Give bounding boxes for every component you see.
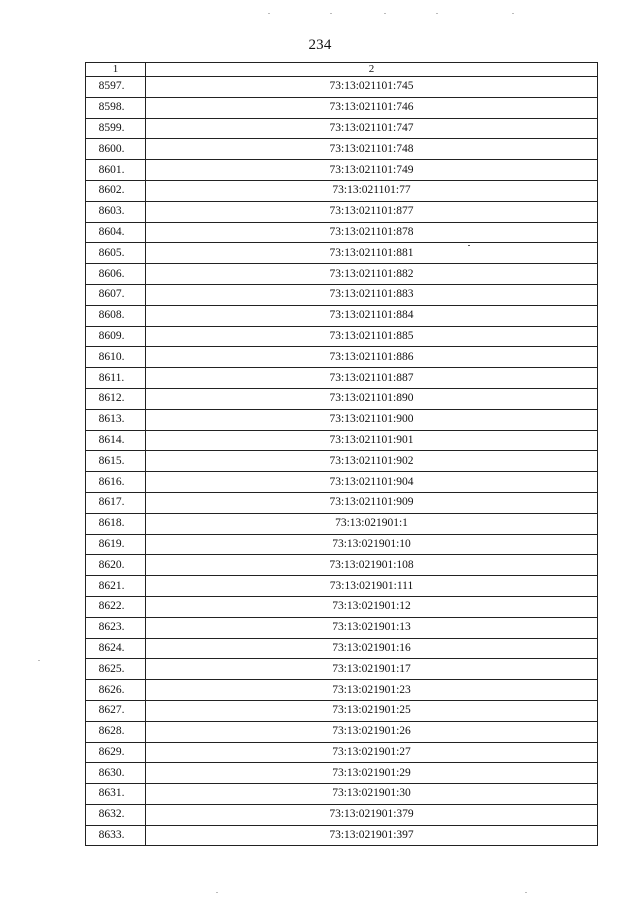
table-row	[86, 451, 598, 472]
row-number-cell: 8633.	[86, 825, 146, 846]
cadastral-number-cell: 73:13:021101:902	[146, 451, 598, 472]
column-header-cadastral-number: 2	[146, 63, 598, 77]
table-row	[86, 368, 598, 389]
table-row	[86, 638, 598, 659]
table-row	[86, 700, 598, 721]
table-row	[86, 160, 598, 181]
row-number-cell: 8602.	[86, 180, 146, 201]
cadastral-number-cell: 73:13:021901:111	[146, 576, 598, 597]
cadastral-number-cell: 73:13:021901:379	[146, 804, 598, 825]
cadastral-number-cell: 73:13:021901:108	[146, 555, 598, 576]
table-row	[86, 326, 598, 347]
row-number-cell: 8604.	[86, 222, 146, 243]
table-row	[86, 222, 598, 243]
table-row	[86, 347, 598, 368]
row-number-cell: 8605.	[86, 243, 146, 264]
table-row	[86, 284, 598, 305]
table-row	[86, 305, 598, 326]
row-number-cell: 8620.	[86, 555, 146, 576]
cadastral-number-cell: 73:13:021901:25	[146, 700, 598, 721]
table-row	[86, 534, 598, 555]
cadastral-number-cell: 73:13:021901:12	[146, 596, 598, 617]
row-number-cell: 8609.	[86, 326, 146, 347]
row-number-cell: 8603.	[86, 201, 146, 222]
row-number-cell: 8614.	[86, 430, 146, 451]
cadastral-number-cell: 73:13:021101:900	[146, 409, 598, 430]
scan-speck	[330, 13, 332, 14]
row-number-cell: 8616.	[86, 472, 146, 493]
table-row	[86, 430, 598, 451]
row-number-cell: 8632.	[86, 804, 146, 825]
row-number-cell: 8601.	[86, 160, 146, 181]
cadastral-number-cell: 73:13:021101:882	[146, 264, 598, 285]
table-row	[86, 513, 598, 534]
table-row	[86, 77, 598, 98]
table-row	[86, 388, 598, 409]
cadastral-number-cell: 73:13:021101:747	[146, 118, 598, 139]
scan-speck	[525, 892, 527, 893]
cadastral-number-cell: 73:13:021101:881	[146, 243, 598, 264]
cadastral-number-cell: 73:13:021901:397	[146, 825, 598, 846]
row-number-cell: 8631.	[86, 784, 146, 805]
table-row	[86, 804, 598, 825]
table-row	[86, 596, 598, 617]
row-number-cell: 8615.	[86, 451, 146, 472]
table-row	[86, 680, 598, 701]
table-row	[86, 659, 598, 680]
row-number-cell: 8624.	[86, 638, 146, 659]
table-header-row	[86, 63, 598, 77]
row-number-cell: 8626.	[86, 680, 146, 701]
table-row	[86, 784, 598, 805]
scan-speck	[38, 660, 40, 661]
cadastral-number-cell: 73:13:021101:878	[146, 222, 598, 243]
row-number-cell: 8617.	[86, 492, 146, 513]
row-number-cell: 8623.	[86, 617, 146, 638]
cadastral-number-cell: 73:13:021101:886	[146, 347, 598, 368]
cadastral-number-cell: 73:13:021901:27	[146, 742, 598, 763]
cadastral-number-cell: 73:13:021901:10	[146, 534, 598, 555]
row-number-cell: 8598.	[86, 97, 146, 118]
cadastral-number-cell: 73:13:021901:30	[146, 784, 598, 805]
cadastral-number-cell: 73:13:021101:887	[146, 368, 598, 389]
cadastral-number-cell: 73:13:021901:16	[146, 638, 598, 659]
row-number-cell: 8611.	[86, 368, 146, 389]
row-number-cell: 8619.	[86, 534, 146, 555]
table-body	[86, 77, 598, 846]
scan-speck	[468, 245, 470, 246]
cadastral-number-cell: 73:13:021101:890	[146, 388, 598, 409]
cadastral-number-cell: 73:13:021901:26	[146, 721, 598, 742]
table-row	[86, 139, 598, 160]
row-number-cell: 8629.	[86, 742, 146, 763]
cadastral-number-cell: 73:13:021901:29	[146, 763, 598, 784]
cadastral-number-cell: 73:13:021101:883	[146, 284, 598, 305]
cadastral-number-cell: 73:13:021101:901	[146, 430, 598, 451]
column-header-number: 1	[86, 63, 146, 77]
row-number-cell: 8600.	[86, 139, 146, 160]
row-number-cell: 8613.	[86, 409, 146, 430]
table-row	[86, 118, 598, 139]
cadastral-number-cell: 73:13:021101:746	[146, 97, 598, 118]
scan-speck	[268, 13, 270, 14]
row-number-cell: 8608.	[86, 305, 146, 326]
table-row	[86, 97, 598, 118]
cadastral-number-cell: 73:13:021101:748	[146, 139, 598, 160]
row-number-cell: 8627.	[86, 700, 146, 721]
table-row	[86, 825, 598, 846]
scan-speck	[384, 13, 386, 14]
scan-speck	[512, 13, 514, 14]
cadastral-number-cell: 73:13:021101:745	[146, 77, 598, 98]
scan-speck	[216, 892, 218, 893]
table-row	[86, 742, 598, 763]
table-row	[86, 243, 598, 264]
table-row	[86, 763, 598, 784]
cadastral-number-cell: 73:13:021901:13	[146, 617, 598, 638]
row-number-cell: 8618.	[86, 513, 146, 534]
table-row	[86, 201, 598, 222]
row-number-cell: 8622.	[86, 596, 146, 617]
page-number: 234	[308, 37, 332, 53]
row-number-cell: 8610.	[86, 347, 146, 368]
cadastral-number-cell: 73:13:021101:77	[146, 180, 598, 201]
row-number-cell: 8630.	[86, 763, 146, 784]
cadastral-number-cell: 73:13:021101:904	[146, 472, 598, 493]
table-row	[86, 472, 598, 493]
row-number-cell: 8612.	[86, 388, 146, 409]
row-number-cell: 8599.	[86, 118, 146, 139]
cadastral-number-cell: 73:13:021901:23	[146, 680, 598, 701]
table-row	[86, 576, 598, 597]
cadastral-number-table	[85, 62, 598, 846]
table-row	[86, 180, 598, 201]
row-number-cell: 8597.	[86, 77, 146, 98]
row-number-cell: 8621.	[86, 576, 146, 597]
row-number-cell: 8606.	[86, 264, 146, 285]
table-row	[86, 409, 598, 430]
cadastral-number-cell: 73:13:021101:885	[146, 326, 598, 347]
cadastral-number-cell: 73:13:021901:17	[146, 659, 598, 680]
row-number-cell: 8625.	[86, 659, 146, 680]
table-row	[86, 721, 598, 742]
cadastral-number-cell: 73:13:021101:909	[146, 492, 598, 513]
table-row	[86, 264, 598, 285]
scan-speck	[436, 13, 438, 14]
cadastral-number-cell: 73:13:021101:877	[146, 201, 598, 222]
cadastral-number-cell: 73:13:021101:749	[146, 160, 598, 181]
cadastral-number-cell: 73:13:021101:884	[146, 305, 598, 326]
table-row	[86, 617, 598, 638]
table-header	[86, 63, 598, 77]
row-number-cell: 8607.	[86, 284, 146, 305]
cadastral-number-cell: 73:13:021901:1	[146, 513, 598, 534]
table-row	[86, 555, 598, 576]
row-number-cell: 8628.	[86, 721, 146, 742]
table-row	[86, 492, 598, 513]
